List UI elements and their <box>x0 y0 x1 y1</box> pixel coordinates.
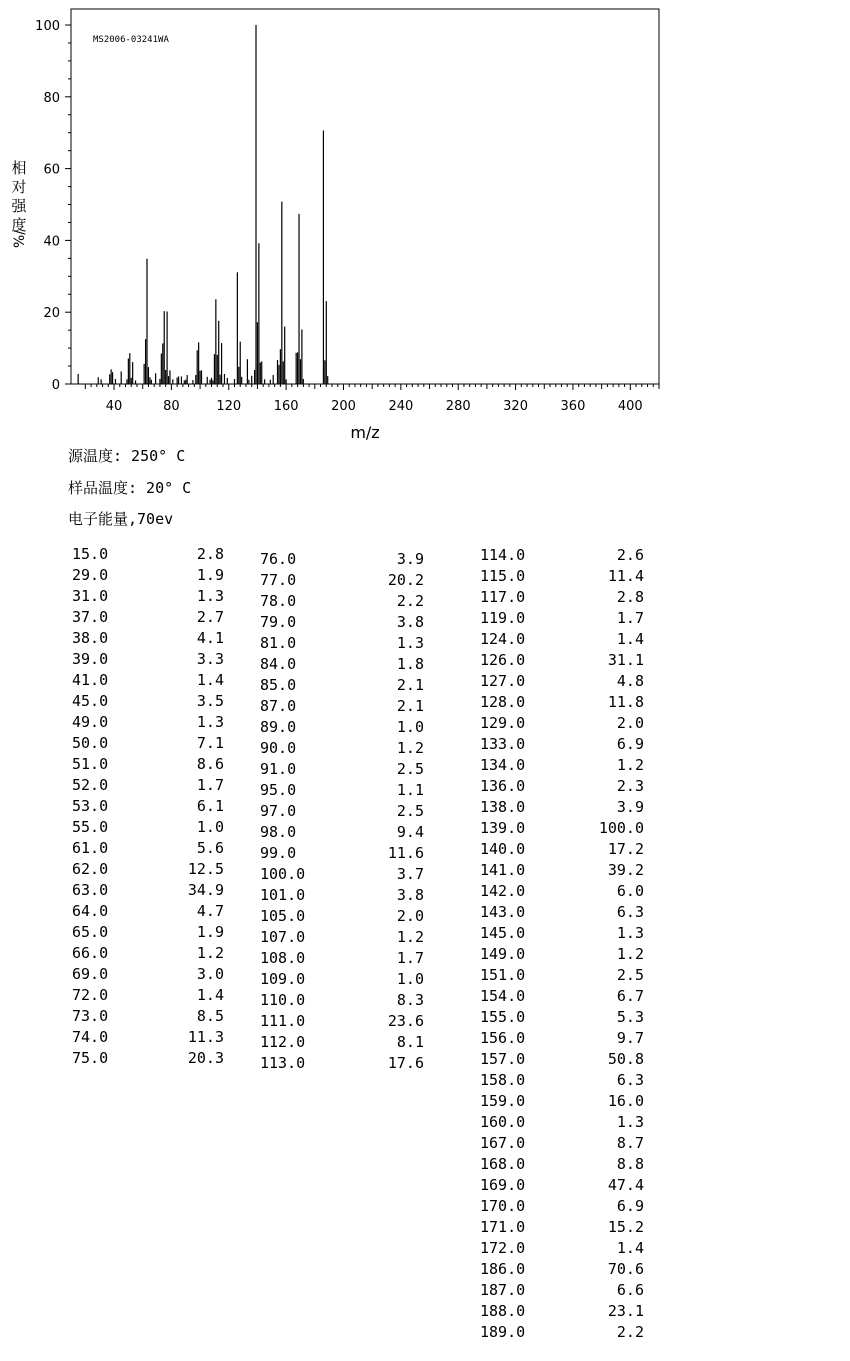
mz-value: 157.0 <box>480 1050 526 1068</box>
mz-value: 109.0 <box>260 970 306 988</box>
intensity-value: 11.3 <box>187 1028 224 1046</box>
intensity-value: 1.9 <box>196 923 224 941</box>
intensity-value: 1.2 <box>616 756 644 774</box>
intensity-value: 8.5 <box>196 1007 224 1025</box>
y-tick-label: 100 <box>35 19 60 34</box>
mz-value: 74.0 <box>72 1028 109 1046</box>
mz-value: 188.0 <box>480 1302 526 1320</box>
mz-value: 112.0 <box>260 1033 306 1051</box>
mz-value: 133.0 <box>480 735 526 753</box>
intensity-value: 6.6 <box>616 1281 644 1299</box>
mz-value: 151.0 <box>480 966 526 984</box>
intensity-value: 1.3 <box>616 1113 644 1131</box>
intensity-value: 70.6 <box>607 1260 644 1278</box>
mz-value: 172.0 <box>480 1239 526 1257</box>
intensity-value: 1.0 <box>396 970 424 988</box>
mz-value: 87.0 <box>260 697 297 715</box>
mz-value: 107.0 <box>260 928 306 946</box>
intensity-value: 3.8 <box>396 886 424 904</box>
mz-value: 114.0 <box>480 546 526 564</box>
intensity-value: 20.2 <box>387 571 424 589</box>
intensity-value: 11.4 <box>607 567 644 585</box>
mz-value: 158.0 <box>480 1071 526 1089</box>
mz-value: 156.0 <box>480 1029 526 1047</box>
x-tick-label: 280 <box>445 399 471 414</box>
plot-frame <box>71 9 659 384</box>
mz-value: 149.0 <box>480 945 526 963</box>
mz-value: 159.0 <box>480 1092 526 1110</box>
intensity-value: 1.8 <box>396 655 424 673</box>
intensity-value: 1.2 <box>196 944 224 962</box>
intensity-value: 2.0 <box>396 907 424 925</box>
mz-value: 63.0 <box>72 881 109 899</box>
plot-area <box>35 9 659 414</box>
mz-value: 49.0 <box>72 713 109 731</box>
intensity-value: 1.7 <box>396 949 424 967</box>
intensity-value: 17.6 <box>387 1054 424 1072</box>
mz-value: 72.0 <box>72 986 109 1004</box>
intensity-value: 1.4 <box>616 630 644 648</box>
x-tick-label: 360 <box>560 399 586 414</box>
mz-value: 90.0 <box>260 739 297 757</box>
mz-value: 167.0 <box>480 1134 526 1152</box>
mz-value: 124.0 <box>480 630 526 648</box>
mz-value: 69.0 <box>72 965 109 983</box>
y-axis-label <box>11 159 28 248</box>
intensity-value: 3.7 <box>396 865 424 883</box>
source-temperature: 源温度: 250° C <box>68 447 186 465</box>
y-tick-label: 60 <box>43 162 60 178</box>
mz-value: 84.0 <box>260 655 297 673</box>
intensity-value: 2.3 <box>616 777 644 795</box>
mz-value: 29.0 <box>72 566 109 584</box>
intensity-value: 11.8 <box>607 693 644 711</box>
intensity-value: 2.2 <box>396 592 424 610</box>
intensity-value: 2.8 <box>616 588 644 606</box>
mz-value: 62.0 <box>72 860 109 878</box>
mz-value: 140.0 <box>480 840 526 858</box>
intensity-value: 9.4 <box>396 823 424 841</box>
intensity-value: 3.0 <box>196 965 224 983</box>
intensity-value: 1.9 <box>196 566 224 584</box>
intensity-value: 50.8 <box>607 1050 644 1068</box>
mz-value: 91.0 <box>260 760 297 778</box>
mz-value: 64.0 <box>72 902 109 920</box>
x-tick-label: 240 <box>388 399 414 414</box>
mz-value: 101.0 <box>260 886 306 904</box>
mz-value: 53.0 <box>72 797 109 815</box>
intensity-value: 15.2 <box>607 1218 644 1236</box>
intensity-value: 6.3 <box>616 1071 644 1089</box>
mz-value: 51.0 <box>72 755 109 773</box>
x-tick-label: 80 <box>163 399 180 414</box>
x-tick-label: 120 <box>216 399 242 414</box>
mz-value: 111.0 <box>260 1012 306 1030</box>
mz-value: 38.0 <box>72 629 109 647</box>
mass-spectrum-chart <box>0 0 850 445</box>
intensity-value: 8.6 <box>196 755 224 773</box>
intensity-value: 5.3 <box>616 1008 644 1026</box>
x-tick-label: 200 <box>331 399 356 414</box>
y-tick-label: 40 <box>43 234 60 250</box>
intensity-value: 7.1 <box>196 734 224 752</box>
mz-value: 52.0 <box>72 776 109 794</box>
mz-value: 55.0 <box>72 818 109 836</box>
intensity-value: 1.0 <box>396 718 424 736</box>
mz-value: 81.0 <box>260 634 297 652</box>
mz-value: 168.0 <box>480 1155 526 1173</box>
intensity-value: 1.3 <box>396 634 424 652</box>
intensity-value: 8.1 <box>396 1033 424 1051</box>
intensity-value: 100.0 <box>598 819 644 837</box>
mz-value: 65.0 <box>72 923 109 941</box>
mz-value: 61.0 <box>72 839 109 857</box>
y-axis-label-char: 相 <box>11 159 27 177</box>
mz-value: 170.0 <box>480 1197 526 1215</box>
mz-value: 89.0 <box>260 718 297 736</box>
x-tick-label: 40 <box>105 399 123 414</box>
spectrum-id-annotation: MS2006-03241WA <box>93 35 169 45</box>
mz-value: 78.0 <box>260 592 297 610</box>
y-tick-label: 20 <box>43 306 60 322</box>
intensity-value: 4.7 <box>196 902 224 920</box>
intensity-value: 34.9 <box>187 881 224 899</box>
mz-value: 79.0 <box>260 613 297 631</box>
mz-value: 77.0 <box>260 571 297 589</box>
intensity-value: 1.3 <box>196 587 224 605</box>
intensity-value: 2.5 <box>396 802 424 820</box>
intensity-value: 4.8 <box>616 672 644 690</box>
intensity-value: 6.3 <box>616 903 644 921</box>
intensity-value: 2.1 <box>396 697 424 715</box>
intensity-value: 2.7 <box>196 608 224 626</box>
intensity-value: 1.7 <box>616 609 644 627</box>
intensity-value: 1.2 <box>616 945 644 963</box>
mz-value: 37.0 <box>72 608 109 626</box>
mz-value: 141.0 <box>480 861 526 879</box>
mz-value: 134.0 <box>480 756 526 774</box>
mz-value: 115.0 <box>480 567 526 585</box>
mz-value: 95.0 <box>260 781 297 799</box>
intensity-value: 17.2 <box>607 840 644 858</box>
intensity-value: 23.6 <box>387 1012 424 1030</box>
mz-value: 160.0 <box>480 1113 526 1131</box>
mz-value: 154.0 <box>480 987 526 1005</box>
mz-value: 75.0 <box>72 1049 109 1067</box>
mz-value: 15.0 <box>72 545 109 563</box>
mz-value: 171.0 <box>480 1218 526 1236</box>
mz-value: 73.0 <box>72 1007 109 1025</box>
mz-value: 145.0 <box>480 924 526 942</box>
intensity-value: 1.3 <box>196 713 224 731</box>
intensity-value: 2.0 <box>616 714 644 732</box>
intensity-value: 1.2 <box>396 928 424 946</box>
y-axis-label-char: 对 <box>11 178 27 196</box>
intensity-value: 6.9 <box>616 1197 644 1215</box>
intensity-value: 9.7 <box>616 1029 644 1047</box>
mz-value: 66.0 <box>72 944 109 962</box>
electron-energy: 电子能量,70ev <box>68 510 174 528</box>
intensity-value: 1.3 <box>616 924 644 942</box>
intensity-value: 2.8 <box>196 545 224 563</box>
intensity-value: 3.9 <box>396 550 424 568</box>
mz-value: 143.0 <box>480 903 526 921</box>
y-axis-label-unit: %/ <box>12 229 28 248</box>
mz-value: 117.0 <box>480 588 526 606</box>
intensity-value: 1.0 <box>196 818 224 836</box>
intensity-value: 6.7 <box>616 987 644 1005</box>
intensity-value: 1.4 <box>196 986 224 1004</box>
mz-value: 105.0 <box>260 907 306 925</box>
intensity-value: 4.1 <box>196 629 224 647</box>
intensity-value: 8.7 <box>616 1134 644 1152</box>
x-tick-label: 160 <box>273 399 299 414</box>
mz-value: 50.0 <box>72 734 109 752</box>
mz-value: 139.0 <box>480 819 526 837</box>
mz-value: 136.0 <box>480 777 526 795</box>
intensity-value: 6.9 <box>616 735 644 753</box>
sample-temperature: 样品温度: 20° C <box>68 479 192 497</box>
y-tick-label: 0 <box>51 378 60 393</box>
x-axis-label: m/z <box>350 423 380 442</box>
intensity-value: 1.4 <box>196 671 224 689</box>
mz-value: 186.0 <box>480 1260 526 1278</box>
intensity-value: 3.8 <box>396 613 424 631</box>
intensity-value: 39.2 <box>607 861 644 879</box>
mz-value: 155.0 <box>480 1008 526 1026</box>
intensity-value: 2.5 <box>616 966 644 984</box>
intensity-value: 6.0 <box>616 882 644 900</box>
mz-value: 113.0 <box>260 1054 306 1072</box>
intensity-value: 16.0 <box>607 1092 644 1110</box>
mz-value: 45.0 <box>72 692 109 710</box>
y-tick-label: 80 <box>43 90 60 106</box>
x-tick-label: 400 <box>617 399 643 414</box>
intensity-value: 8.3 <box>396 991 424 1009</box>
intensity-value: 6.1 <box>196 797 224 815</box>
mz-value: 98.0 <box>260 823 297 841</box>
mz-value: 126.0 <box>480 651 526 669</box>
intensity-value: 12.5 <box>187 860 224 878</box>
intensity-value: 8.8 <box>616 1155 644 1173</box>
x-tick-label: 320 <box>503 399 528 414</box>
intensity-value: 1.2 <box>396 739 424 757</box>
intensity-value: 20.3 <box>187 1049 224 1067</box>
intensity-value: 1.7 <box>196 776 224 794</box>
intensity-value: 3.5 <box>196 692 224 710</box>
mz-value: 100.0 <box>260 865 306 883</box>
mz-value: 97.0 <box>260 802 297 820</box>
intensity-value: 2.5 <box>396 760 424 778</box>
mz-value: 85.0 <box>260 676 297 694</box>
mz-value: 189.0 <box>480 1323 526 1341</box>
mz-value: 110.0 <box>260 991 306 1009</box>
mz-value: 99.0 <box>260 844 297 862</box>
mz-value: 39.0 <box>72 650 109 668</box>
intensity-value: 2.1 <box>396 676 424 694</box>
mz-value: 119.0 <box>480 609 526 627</box>
mz-value: 76.0 <box>260 550 297 568</box>
intensity-value: 31.1 <box>607 651 644 669</box>
mz-value: 142.0 <box>480 882 526 900</box>
intensity-value: 1.1 <box>396 781 424 799</box>
intensity-value: 3.3 <box>196 650 224 668</box>
mz-value: 31.0 <box>72 587 109 605</box>
mz-value: 41.0 <box>72 671 109 689</box>
mz-value: 127.0 <box>480 672 526 690</box>
mz-value: 169.0 <box>480 1176 526 1194</box>
mz-value: 128.0 <box>480 693 526 711</box>
mz-value: 138.0 <box>480 798 526 816</box>
intensity-value: 11.6 <box>387 844 424 862</box>
intensity-value: 2.2 <box>616 1323 644 1341</box>
intensity-value: 2.6 <box>616 546 644 564</box>
mz-value: 129.0 <box>480 714 526 732</box>
intensity-value: 5.6 <box>196 839 224 857</box>
intensity-value: 47.4 <box>607 1176 644 1194</box>
y-axis-label-char: 强 <box>11 197 27 215</box>
intensity-value: 3.9 <box>616 798 644 816</box>
y-axis-label-char: 度 <box>11 216 27 234</box>
intensity-value: 1.4 <box>616 1239 644 1257</box>
mz-value: 108.0 <box>260 949 306 967</box>
intensity-value: 23.1 <box>607 1302 644 1320</box>
mz-value: 187.0 <box>480 1281 526 1299</box>
